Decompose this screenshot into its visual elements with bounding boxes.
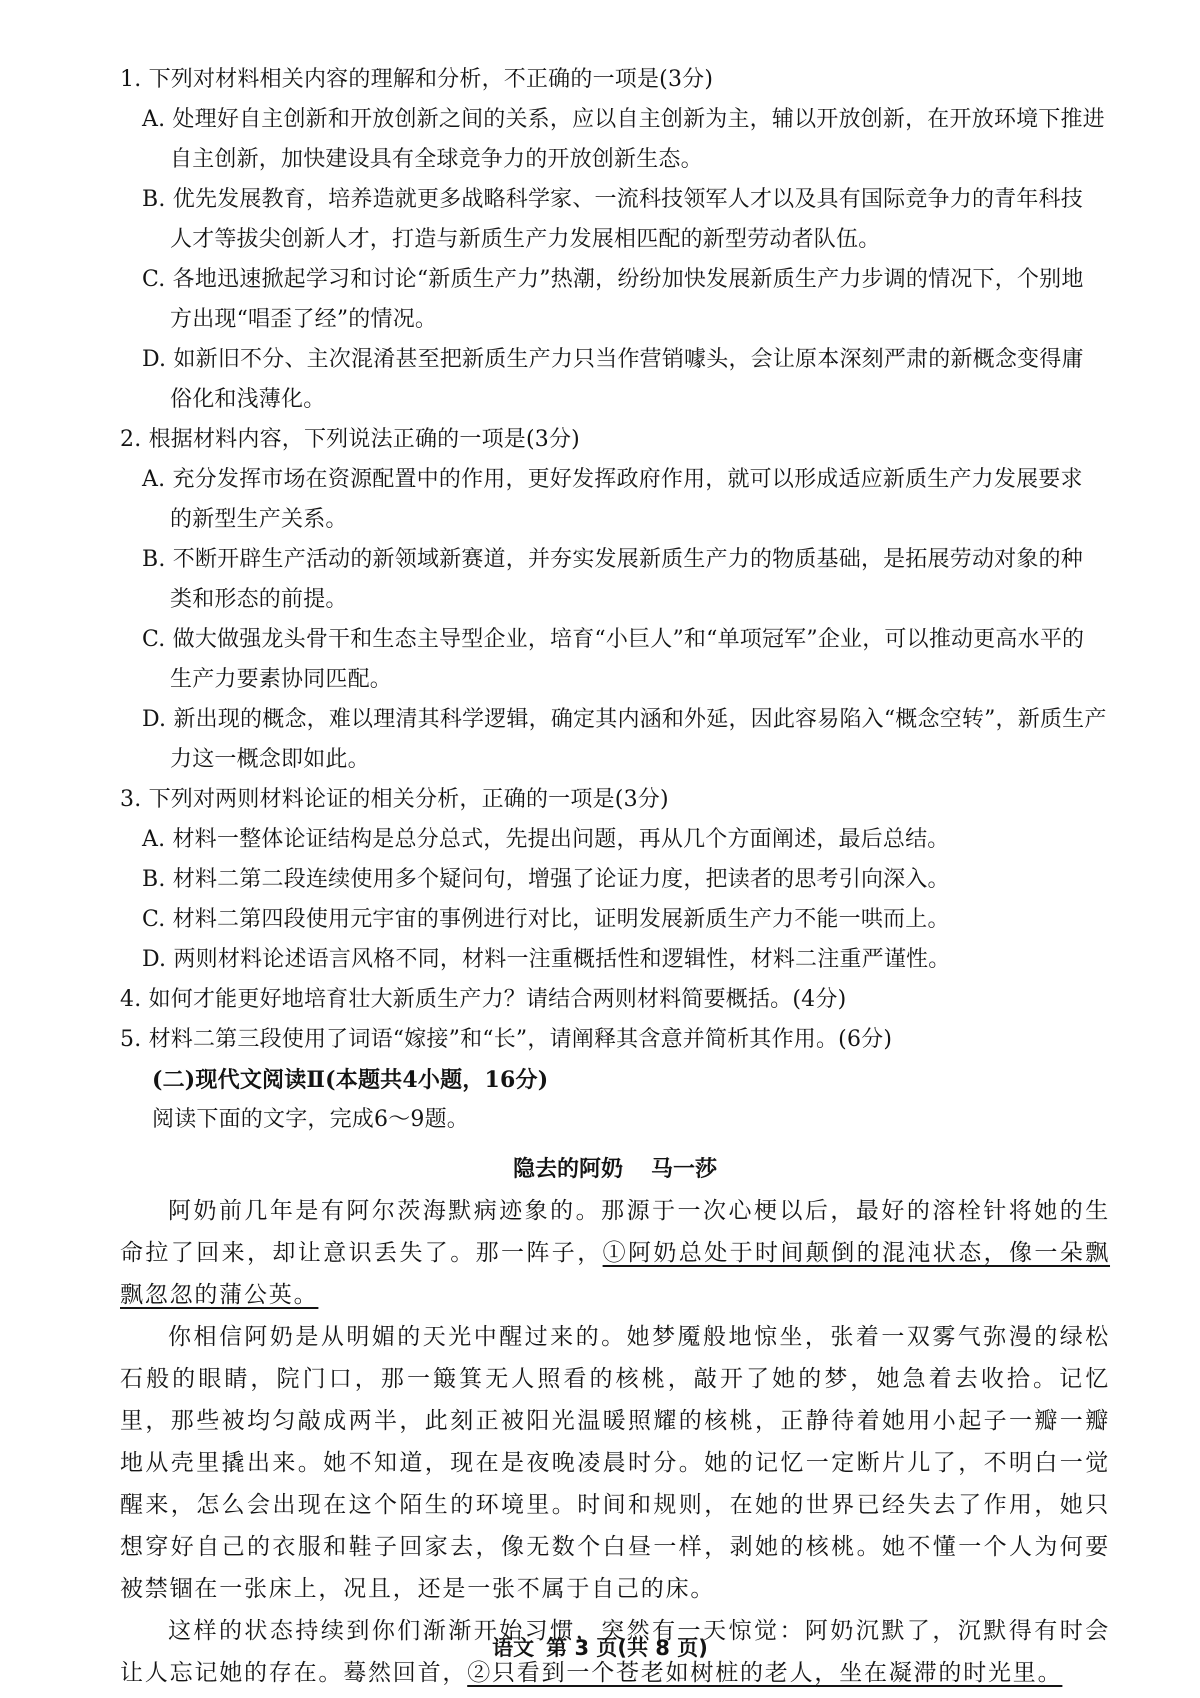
- question-3-option-c: C. 材料二第四段使用元宇宙的事例进行对比，证明发展新质生产力不能一哄而上。: [142, 907, 950, 932]
- story-paragraph-2: [120, 1316, 1110, 1610]
- story-title: 隐去的阿奶: [512, 1157, 623, 1182]
- page-footer: [0, 1632, 1200, 1662]
- underlined-sentence-1: ①阿奶总处于时间颠倒的混沌状态，像一朵飘飘忽忽的蒲公英。: [120, 1240, 1111, 1307]
- question-2-option-a-line2: 的新型生产关系。: [170, 507, 348, 532]
- question-2-option-d-line2: 力这一概念即如此。: [170, 747, 370, 772]
- question-1-option-d-line1: D. 如新旧不分、主次混淆甚至把新质生产力只当作营销噱头，会让原本深刻严肃的新概念变得庸: [142, 347, 1084, 372]
- story-body: [120, 1190, 1110, 1694]
- story-title-row: [120, 1150, 1110, 1190]
- paragraph-1-text: 阿奶前几年是有阿尔茨海默病迹象的。那源于一次心梗以后，最好的溶栓针将她的生命拉了回来，却让意识丢失了。那一阵子，: [120, 1198, 1110, 1265]
- question-1-option-a-line1: A. 处理好自主创新和开放创新之间的关系，应以自主创新为主，辅以开放创新，在开放环境下推进: [142, 107, 1105, 132]
- footer-subject: 语文: [492, 1636, 535, 1660]
- question-1-option-b-line1: B. 优先发展教育，培养造就更多战略科学家、一流科技领军人才以及具有国际竞争力的青年科技: [142, 187, 1083, 212]
- question-4-stem: 4. 如何才能更好地培育壮大新质生产力？请结合两则材料简要概括。(4分): [120, 987, 847, 1012]
- section-instruction: 阅读下面的文字，完成6～9题。: [152, 1107, 469, 1132]
- section-heading: (二)现代文阅读Ⅱ(本题共4小题，16分): [152, 1067, 549, 1093]
- question-block: [120, 60, 1110, 1060]
- paragraph-3-text: 这样的状态持续到你们渐渐开始习惯，突然有一天惊觉：阿奶沉默了，沉默得有时会让人忘记她的存在。蓦然回首，: [120, 1618, 1110, 1685]
- question-3-stem: 3. 下列对两则材料论证的相关分析，正确的一项是(3分): [120, 787, 669, 812]
- footer-page-number: 第 3 页(共 8 页): [546, 1636, 708, 1660]
- question-1-option-b-line2: 人才等拔尖创新人才，打造与新质生产力发展相匹配的新型劳动者队伍。: [170, 227, 881, 252]
- question-1-option-d-line2: 俗化和浅薄化。: [170, 387, 326, 412]
- question-2-option-b-line2: 类和形态的前提。: [170, 587, 348, 612]
- question-3-option-d: D. 两则材料论述语言风格不同，材料一注重概括性和逻辑性，材料二注重严谨性。: [142, 947, 951, 972]
- question-1-stem: 1. 下列对材料相关内容的理解和分析，不正确的一项是(3分): [120, 67, 714, 92]
- question-2-option-a-line1: A. 充分发挥市场在资源配置中的作用，更好发挥政府作用，就可以形成适应新质生产力发展要求: [142, 467, 1083, 492]
- question-3-option-a: A. 材料一整体论证结构是总分总式，先提出问题，再从几个方面阐述，最后总结。: [142, 827, 950, 852]
- question-2-option-c-line1: C. 做大做强龙头骨干和生态主导型企业，培育“小巨人”和“单项冠军”企业，可以推动更高水平的: [142, 627, 1085, 652]
- question-1-option-a-line2: 自主创新，加快建设具有全球竞争力的开放创新生态。: [170, 147, 703, 172]
- paragraph-2-text: 你相信阿奶是从明媚的天光中醒过来的。她梦魇般地惊坐，张着一双雾气弥漫的绿松石般的眼睛，院门口，那一簸箕无人照看的核桃，敲开了她的梦，她急着去收拾。记忆里，那些被均匀敲成两半，此刻正被阳光温暖照耀的核桃，正静待着她用小起子一瓣一瓣地从壳里撬出来。她不知道，现在是夜晚凌晨时分。她的记忆一定断片儿了，不明白一觉醒来，怎么会出现在这个陌生的环境里。时间和规则，在她的世界已经失去了作用，她只想穿好自己的衣服和鞋子回家去，像无数个白昼一样，剥她的核桃。她不懂一个人为何要被禁锢在一张床上，况且，还是一张不属于自己的床。: [120, 1324, 1110, 1601]
- story-paragraph-1: [120, 1190, 1110, 1316]
- question-2-option-c-line2: 生产力要素协同匹配。: [170, 667, 393, 692]
- question-1-option-c-line1: C. 各地迅速掀起学习和讨论“新质生产力”热潮，纷纷加快发展新质生产力步调的情况下，个别地: [142, 267, 1084, 292]
- question-3-option-b: B. 材料二第二段连续使用多个疑问句，增强了论证力度，把读者的思考引向深入。: [142, 867, 950, 892]
- question-5-stem: 5. 材料二第三段使用了词语“嫁接”和“长”，请阐释其含意并简析其作用。(6分): [120, 1027, 893, 1052]
- question-2-option-d-line1: D. 新出现的概念，难以理清其科学逻辑，确定其内涵和外延，因此容易陷入“概念空转”，新质生产: [142, 707, 1107, 732]
- question-2-option-b-line1: B. 不断开辟生产活动的新领域新赛道，并夯实发展新质生产力的物质基础，是拓展劳动对象的种: [142, 547, 1083, 572]
- question-2-stem: 2. 根据材料内容，下列说法正确的一项是(3分): [120, 427, 580, 452]
- story-author: 马一莎: [651, 1157, 718, 1182]
- underlined-sentence-2: ②只看到一个苍老如树桩的老人，坐在凝滞的时光里。: [467, 1660, 1063, 1685]
- question-1-option-c-line2: 方出现“唱歪了经”的情况。: [170, 307, 438, 332]
